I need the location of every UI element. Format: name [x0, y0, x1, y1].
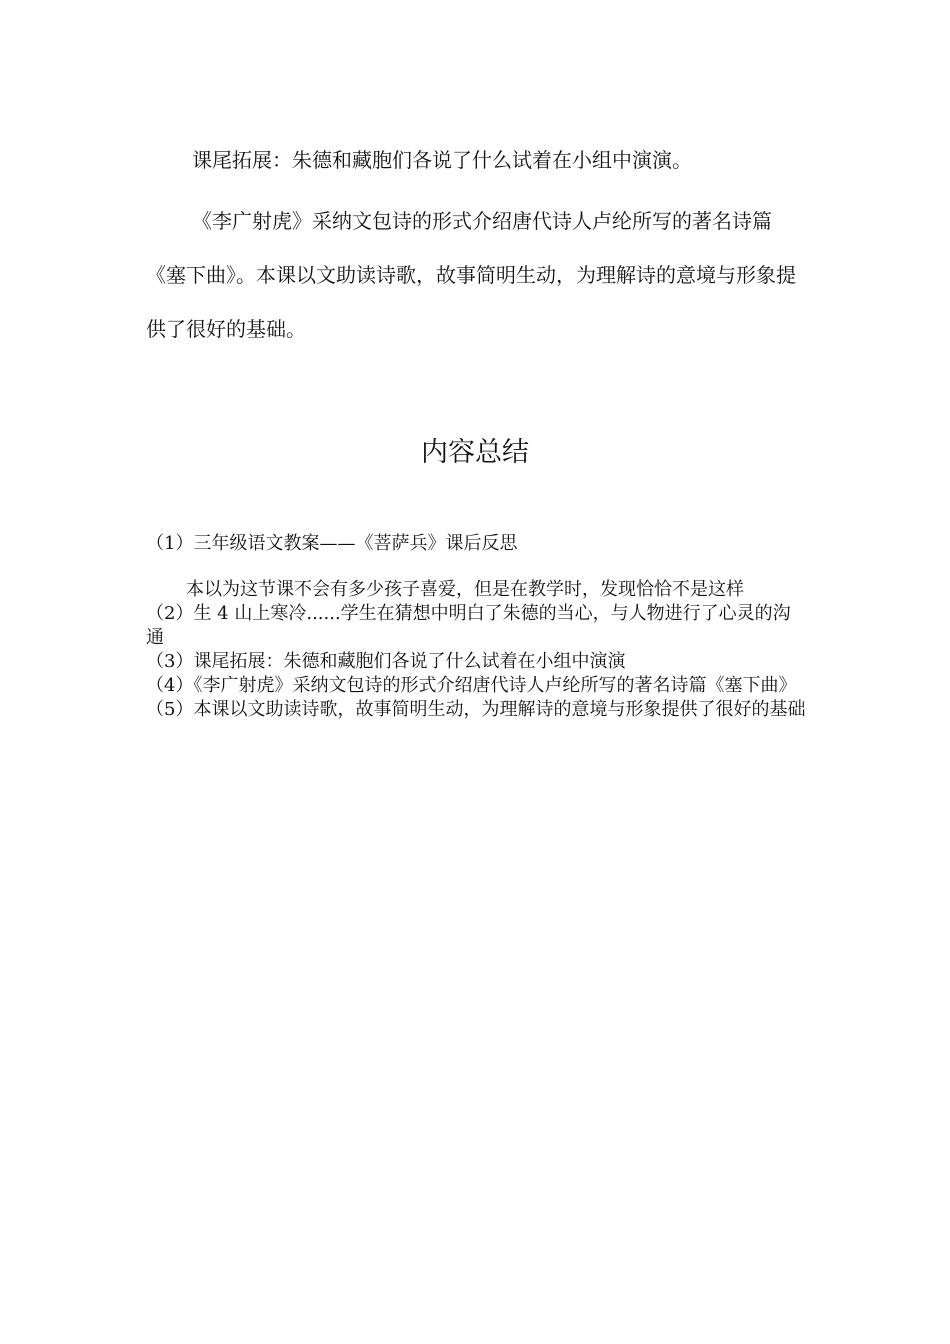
summary-item: （3）课尾拓展：朱德和藏胞们各说了什么试着在小组中演演 [146, 651, 626, 672]
body-paragraph-2: 《李广射虎》采纳文包诗的形式介绍唐代诗人卢纶所写的著名诗篇《塞下曲》。本课以文助读诗歌，故事简明生动，为理解诗的意境与形象提供了很好的基础。 [146, 209, 796, 341]
body-paragraph-1: 课尾拓展：朱德和藏胞们各说了什么试着在小组中演演。 [192, 148, 692, 172]
summary-intro: 本以为这节课不会有多少孩子喜爱，但是在教学时，发现恰恰不是这样 [186, 579, 744, 600]
summary-title: 内容总结 [421, 437, 529, 468]
summary-item: （2）生 4 山上寒冷......学生在猜想中明白了朱德的当心，与人物进行了心灵的沟通 [146, 603, 791, 648]
summary-list [146, 532, 806, 722]
summary-item: （4）《李广射虎》采纳文包诗的形式介绍唐代诗人卢纶所写的著名诗篇《塞下曲》 [146, 675, 797, 696]
summary-item: （5）本课以文助读诗歌，故事简明生动，为理解诗的意境与形象提供了很好的基础 [146, 699, 806, 720]
summary-heading: （1）三年级语文教案——《菩萨兵》课后反思 [146, 533, 518, 554]
